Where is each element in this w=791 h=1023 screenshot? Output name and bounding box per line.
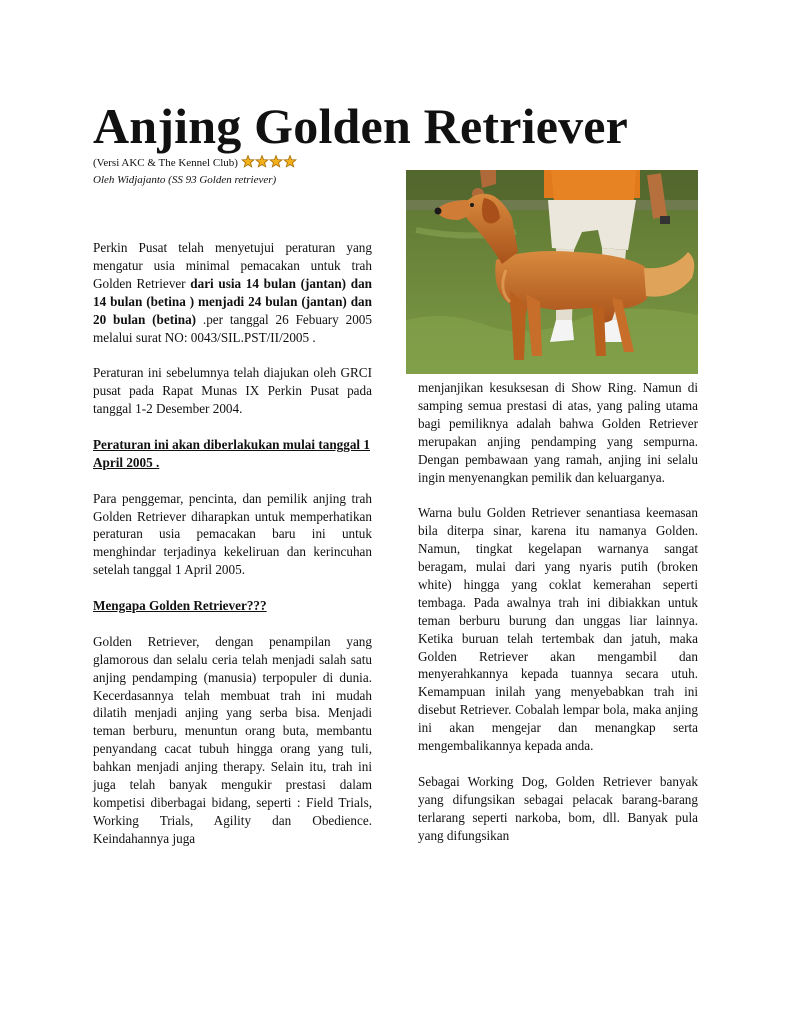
paragraph: Golden Retriever, dengan penampilan yang glamorous dan selalu ceria telah menjadi salah satu anjing pendamping (manusia) terpopuler di dunia. Kecerdasannya telah membuat trah ini mudah dilatih menjadi anjing yang serba bisa. Menjadi teman berburu, menuntun orang buta, membantu penyandang cacat tubuh hingga orang yang tuli, bahkan menjadi anjing therapy. Selain itu, trah ini juga telah banyak mengukir prestasi dalam kompetisi diberbagai bidang, seperti : Field Trials, Working Trials, Agility dan Obedience. Keindahannya juga — [93, 633, 372, 846]
star-icon — [242, 156, 254, 167]
section-heading: Mengapa Golden Retriever??? — [93, 598, 267, 614]
star-icon — [270, 156, 282, 167]
intro-text-end: .per tanggal 26 Febuary 2005 melalui surat NO: 0043/SIL.PST/II/2005 . — [93, 311, 372, 345]
paragraph: Para penggemar, pencinta, dan pemilik anjing trah Golden Retriever diharapkan untuk memperhatikan peraturan usia pemacakan baru ini untuk menghindar terjadinya kekeliruan dan kerincuhan setelah tanggal 1 April 2005. — [93, 490, 372, 578]
author-line: Oleh Widjajanto (SS 93 Golden retriever) — [93, 174, 277, 186]
golden-retriever-photo — [406, 170, 698, 374]
left-column — [93, 239, 372, 866]
paragraph: Peraturan ini sebelumnya telah diajukan oleh GRCI pusat pada Rapat Munas IX Perkin Pusat pada tanggal 1-2 Desember 2004. — [93, 365, 372, 417]
star-icon — [256, 156, 268, 167]
version-note: (Versi AKC & The Kennel Club) — [93, 157, 238, 169]
byline — [93, 155, 297, 188]
intro-paragraph — [93, 239, 372, 346]
version-line — [93, 155, 297, 173]
star-rating — [241, 155, 297, 173]
intro-text: Perkin Pusat telah menyetujui peraturan yang mengatur usia minimal pemacakan untuk trah Golden Retriever — [93, 240, 372, 291]
stars-graphic — [241, 155, 297, 168]
intro-bold-text: dari usia 14 bulan (jantan) dan 14 bulan (betina ) menjadi 24 bulan (jantan) dan 20 bulan (betina) — [93, 275, 372, 327]
right-column — [418, 379, 698, 862]
page-title: Anjing Golden Retriever — [93, 98, 629, 154]
paragraph: menjanjikan kesuksesan di Show Ring. Namun di samping semua prestasi di atas, yang paling utama bagi pemiliknya adalah bahwa Golden Retriever merupakan anjing pendamping yang sempurna. Dengan pembawaan yang ramah, anjing ini selalu ingin menyenangkan pemilik dan keluarganya. — [418, 380, 698, 485]
star-icon — [284, 156, 296, 167]
dog-photo-illustration — [406, 170, 698, 374]
paragraph: Warna bulu Golden Retriever senantiasa keemasan bila diterpa sinar, karena itu namanya Golden. Namun, tingkat kegelapan warnanya sangat beragam, mulai dari yang nyaris putih (broken white) hingga yang coklat kemerahan seperti tembaga. Pada awalnya trah ini dibiakkan untuk teman berburu burung dan unggas liar lainnya. Ketika buruan telah tertembak dan jatuh, maka Golden Retriever akan mengambil dan menyerahkannya kepada tuannya secara utuh. Kemampuan inilah yang menyebabkan trah ini disebut Retriever. Cobalah lempar bola, maka anjing ini akan mengejar dan menangkap serta mengembalikannya kepada anda. — [418, 505, 698, 754]
section-heading: Peraturan ini akan diberlakukan mulai tanggal 1 April 2005 . — [93, 436, 370, 470]
paragraph: Sebagai Working Dog, Golden Retriever banyak yang difungsikan sebagai pelacak barang-barang terlarang seperti narkoba, bom, dll. Banyak pula yang difungsikan — [418, 773, 698, 843]
